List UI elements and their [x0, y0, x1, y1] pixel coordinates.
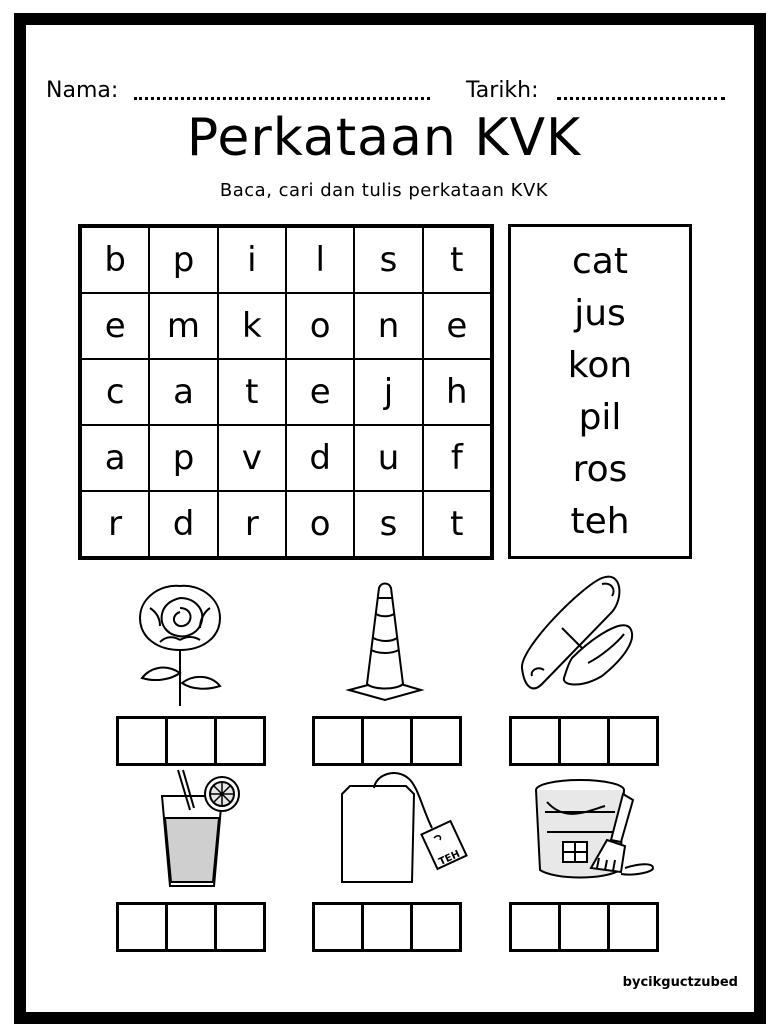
- grid-cell[interactable]: t: [423, 227, 491, 293]
- name-field[interactable]: [134, 97, 430, 100]
- answer-box[interactable]: [364, 905, 413, 949]
- credit-text: bycikguctzubed: [622, 975, 738, 990]
- answer-box[interactable]: [217, 905, 263, 949]
- answer-boxes-4[interactable]: [116, 902, 266, 952]
- rose-icon: [130, 578, 230, 708]
- grid-cell[interactable]: j: [354, 359, 422, 425]
- grid-cell[interactable]: r: [218, 491, 286, 557]
- answer-box[interactable]: [610, 905, 656, 949]
- answer-boxes-5[interactable]: [312, 902, 462, 952]
- instructions: Baca, cari dan tulis perkataan KVK: [219, 180, 549, 201]
- answer-box[interactable]: [168, 719, 217, 763]
- grid-cell[interactable]: e: [286, 359, 354, 425]
- answer-boxes-2[interactable]: [312, 716, 462, 766]
- name-label: Nama:: [46, 78, 119, 103]
- answer-box[interactable]: [413, 905, 459, 949]
- grid-cell[interactable]: s: [354, 491, 422, 557]
- grid-cell[interactable]: d: [149, 491, 217, 557]
- grid-cell[interactable]: t: [218, 359, 286, 425]
- grid-cell[interactable]: e: [81, 293, 149, 359]
- paint-bucket-icon: [525, 772, 660, 887]
- grid-cell[interactable]: k: [218, 293, 286, 359]
- answer-box[interactable]: [512, 905, 561, 949]
- word-list: [508, 224, 692, 559]
- grid-cell[interactable]: c: [81, 359, 149, 425]
- grid-cell[interactable]: f: [423, 425, 491, 491]
- grid-cell[interactable]: o: [286, 293, 354, 359]
- traffic-cone-icon: [345, 578, 425, 703]
- grid-cell[interactable]: p: [149, 425, 217, 491]
- grid-cell[interactable]: e: [423, 293, 491, 359]
- answer-box[interactable]: [512, 719, 561, 763]
- grid-cell[interactable]: m: [149, 293, 217, 359]
- answer-boxes-3[interactable]: [509, 716, 659, 766]
- grid-cell[interactable]: p: [149, 227, 217, 293]
- grid-cell[interactable]: a: [81, 425, 149, 491]
- answer-box[interactable]: [119, 719, 168, 763]
- answer-box[interactable]: [315, 719, 364, 763]
- grid-cell[interactable]: t: [423, 491, 491, 557]
- answer-box[interactable]: [315, 905, 364, 949]
- answer-box[interactable]: [168, 905, 217, 949]
- answer-box[interactable]: [610, 719, 656, 763]
- answer-box[interactable]: [561, 905, 610, 949]
- grid-cell[interactable]: v: [218, 425, 286, 491]
- grid-cell[interactable]: u: [354, 425, 422, 491]
- answer-box[interactable]: [561, 719, 610, 763]
- letter-grid: [78, 224, 494, 560]
- date-field[interactable]: [557, 97, 725, 100]
- grid-cell[interactable]: o: [286, 491, 354, 557]
- word-item: teh: [570, 500, 630, 542]
- answer-boxes-6[interactable]: [509, 902, 659, 952]
- date-label: Tarikh:: [466, 78, 539, 103]
- grid-cell[interactable]: n: [354, 293, 422, 359]
- word-item: kon: [567, 344, 633, 386]
- word-item: cat: [572, 240, 628, 282]
- grid-cell[interactable]: d: [286, 425, 354, 491]
- word-item: jus: [574, 292, 626, 334]
- word-item: ros: [572, 448, 628, 490]
- grid-cell[interactable]: b: [81, 227, 149, 293]
- grid-cell[interactable]: i: [218, 227, 286, 293]
- grid-cell[interactable]: h: [423, 359, 491, 425]
- tea-tag-label: TEH: [437, 848, 462, 869]
- pill-icon: [512, 568, 642, 693]
- grid-cell[interactable]: s: [354, 227, 422, 293]
- answer-box[interactable]: [364, 719, 413, 763]
- tea-bag-icon: [336, 768, 471, 888]
- grid-cell[interactable]: l: [286, 227, 354, 293]
- word-item: pil: [578, 396, 622, 438]
- grid-cell[interactable]: a: [149, 359, 217, 425]
- answer-box[interactable]: [119, 905, 168, 949]
- grid-cell[interactable]: r: [81, 491, 149, 557]
- answer-box[interactable]: [413, 719, 459, 763]
- answer-boxes-1[interactable]: [116, 716, 266, 766]
- juice-glass-icon: [150, 766, 240, 892]
- page-title: Perkataan KVK: [186, 108, 582, 168]
- answer-box[interactable]: [217, 719, 263, 763]
